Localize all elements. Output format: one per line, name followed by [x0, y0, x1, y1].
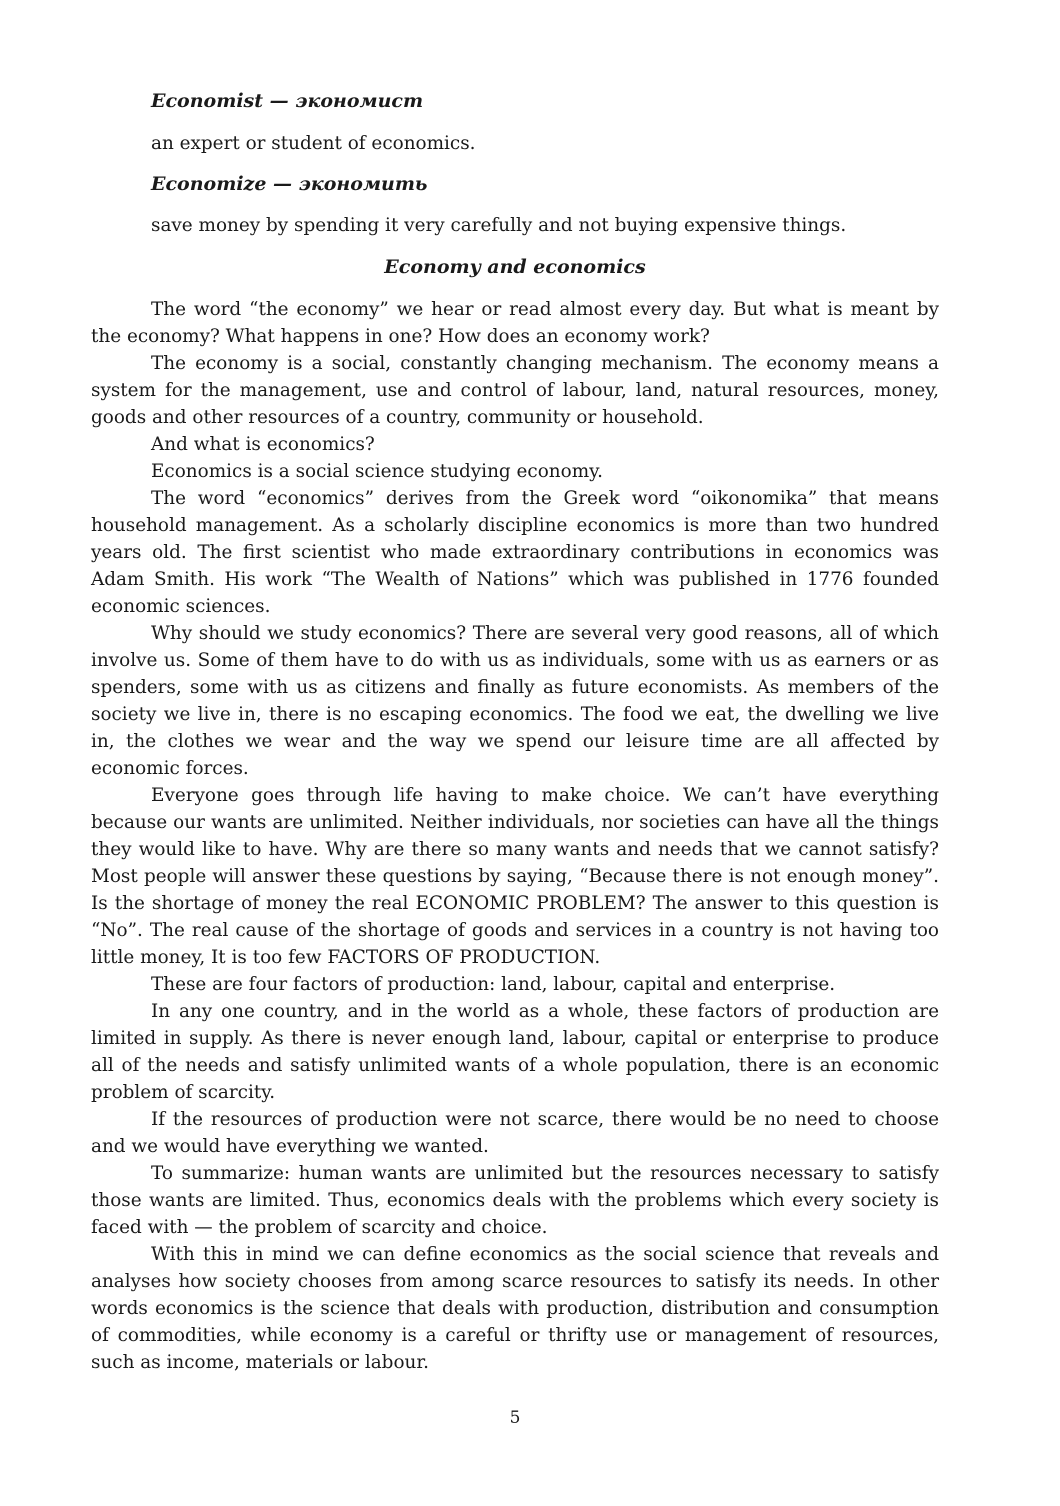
- paragraph: If the resources of production were not scarce, there would be no need to choose and we would have everything we wanted.: [91, 1109, 939, 1157]
- page-number: 5: [509, 1408, 521, 1428]
- paragraph: To summarize: human wants are unlimited but the resources necessary to satisfy those wants are limited. Thus, economics deals with the problems which every society is faced with — the problem of scarcity and choice.: [91, 1163, 939, 1238]
- glossary-definition-economist: an expert or student of economics.: [151, 133, 476, 154]
- paragraph: These are four factors of production: land, labour, capital and enterprise.: [151, 974, 836, 995]
- paragraph: Economics is a social science studying economy.: [151, 461, 603, 482]
- paragraph: The word “the economy” we hear or read almost every day. But what is meant by the economy? What happens in one? How does an economy work?: [91, 299, 939, 347]
- paragraph: And what is economics?: [151, 434, 375, 455]
- paragraph: The economy is a social, constantly changing mechanism. The economy means a system for the management, use and control of labour, land, natural resources, money, goods and other resources of a country, community or household.: [91, 353, 939, 428]
- paragraph: With this in mind we can define economics as the social science that reveals and analyses how society chooses from among scarce resources to satisfy its needs. In other words economics is the science that deals with production, distribution and consumption of commodities, while economy is a careful or thrifty use or management of resources, such as income, materials or labour.: [91, 1244, 939, 1373]
- paragraph: Why should we study economics? There are several very good reasons, all of which involve us. Some of them have to do with us as individuals, some with us as earners or as spenders, some with us as citizens and finally as future economists. As members of the society we live in, there is no escaping economics. The food we eat, the dwelling we live in, the clothes we wear and the way we spend our leisure time are all affected by economic forces.: [91, 623, 939, 779]
- glossary-term-economist: Economist — экономист: [151, 90, 424, 112]
- glossary-term-economize: Economize — экономить: [151, 173, 428, 195]
- paragraph: The word “economics” derives from the Greek word “oikonomika” that means household management. As a scholarly discipline economics is more than two hundred years old. The first scientist who made extraordinary contributions in economics was Adam Smith. His work “The Wealth of Nations” which was published in 1776 founded economic sciences.: [91, 488, 939, 617]
- paragraph: In any one country, and in the world as a whole, these factors of production are limited in supply. As there is never enough land, labour, capital or enterprise to produce all of the needs and satisfy unlimited wants of a whole population, there is an economic problem of scarcity.: [91, 1001, 939, 1103]
- section-body: [91, 296, 939, 1376]
- glossary-definition-economize: save money by spending it very carefully and not buying expensive things.: [151, 215, 847, 236]
- paragraph: Everyone goes through life having to make choice. We can’t have everything because our wants are unlimited. Neither individuals, nor societies can have all the things they would like to have. Why are there so many wants and needs that we cannot satisfy? Most people will answer these questions by saying, “Because there is not enough money”. Is the shortage of money the real ECONOMIC PROBLEM? The answer to this question is “No”. The real cause of the shortage of goods and services in a country is not having too little money, It is too few FACTORS OF PRODUCTION.: [91, 785, 939, 968]
- section-title: Economy and economics: [384, 256, 646, 278]
